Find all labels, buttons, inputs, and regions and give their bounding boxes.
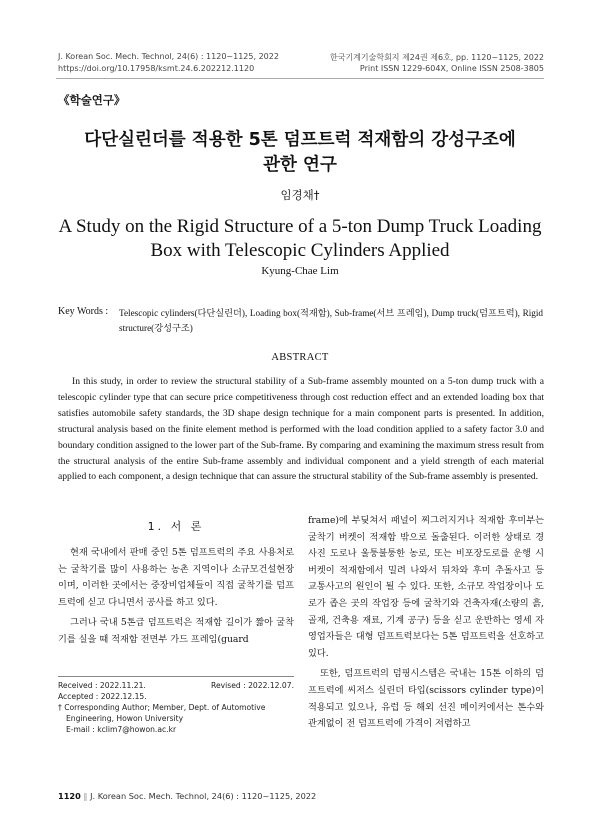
issn-info: Print ISSN 1229-604X, Online ISSN 2508-3805 xyxy=(359,64,544,73)
paragraph: 그러나 국내 5톤급 덤프트럭은 적재함 길이가 짧아 굴착기를 실을 때 적재함 전면부 가드 프레임(guard xyxy=(58,617,294,645)
received-date: Received : 2022.11.21. xyxy=(58,681,146,690)
article-category: 《학술연구》 xyxy=(58,93,126,107)
author-ko: 임경채† xyxy=(280,188,320,202)
keywords-text: Telescopic cylinders(다단실린더), Loading box(적재함), Sub-frame(서브 프레임), Dump truck(덤프트럭), Rigid structure(강성구조) xyxy=(119,308,543,333)
paragraph: 현재 국내에서 판매 중인 5톤 덤프트럭의 주요 사용처로는 굴착기를 많이 사용하는 농촌 지역이나 소규모건설현장이며, 이러한 곳에서는 중장비업체들이 직접 굴착기를 덤프트럭에 싣고 다니면서 공사를 하고 있다. xyxy=(58,547,294,608)
page-number: 1120 xyxy=(58,791,81,801)
corresponding-author: † Corresponding Author; Member, Dept. of Automotive xyxy=(58,703,266,712)
abstract-heading: ABSTRACT xyxy=(271,352,329,363)
right-column-body xyxy=(308,513,544,737)
left-column-body xyxy=(58,545,294,653)
title-en-line1: A Study on the Rigid Structure of a 5-ton Dump Truck Loading xyxy=(58,216,542,237)
corresponding-affiliation: Engineering, Howon University xyxy=(66,714,184,723)
author-en: Kyung-Chae Lim xyxy=(261,265,339,277)
title-en-line2: Box with Telescopic Cylinders Applied xyxy=(150,240,450,261)
footnote xyxy=(58,680,294,735)
footer-separator: ‖ xyxy=(83,791,91,801)
title-ko-line2: 관한 연구 xyxy=(263,155,337,175)
revised-date: Revised : 2022.12.07. xyxy=(211,681,294,690)
abstract-text: In this study, in order to review the structural stability of a Sub-frame assembly mounted on a 5-ton dump truck with a telescopic cylinder type that can secure price competitiveness through cost reduction effect and an extended loading box that satisfies automobile safety standards, the 3D shape design technique for a main component parts is presented. In addition, structural analysis based on the finite element method is performed with the load condition applied to a safety factor 3.0 and boundary condition assigned to the lower part of the Sub-frame. By comparing and examining the maximum stress result from the structural analysis of the entire Sub-frame assembly and individual component and a yield strength of each material applied to each component, a design technique that can assure the structural stability of the Sub-frame assembly is presented. xyxy=(58,376,544,483)
header-rule xyxy=(56,78,544,79)
title-ko-line1: 다단실린더를 적용한 5톤 덤프트럭 적재함의 강성구조에 xyxy=(84,130,516,150)
paragraph: frame)에 부딪쳐서 패널이 찌그러지거나 적재함 후미부는 굴착기 버켓이 적재함 밖으로 돌출된다. 이러한 상태로 경사진 도로나 울퉁불퉁한 농로, 또는 비포장도로를 운행 시 버켓이 적재함에서 밀려 나와서 뒤차와 후미 추돌사고 등 교통사고의 원인이 될 수 있다. 또한, 소규모 작업장이나 도로가 좁은 곳의 작업장 등에 굴착기와 건축자재(소량의 흙, 골재, 건축용 재료, 기계 공구) 등을 싣고 운반하는 영세 자영업자들은 대형 덤프트럭보다는 5톤 덤프트럭을 선호하고 있다. xyxy=(308,515,544,659)
footer-citation: J. Korean Soc. Mech. Technol, 24(6) : 1120~1125, 2022 xyxy=(90,791,317,801)
keywords-label: Key Words : xyxy=(58,306,109,317)
paragraph: 또한, 덤프트럭의 덤핑시스템은 국내는 15톤 이하의 덤프트럭에 씨저스 실린더 타입(scissors cylinder type)이 적용되고 있으나, 유럽 등 해외 선진 메이커에서는 톤수와 관계없이 전 덤프트럭에 가격이 저렴하고 xyxy=(308,668,544,730)
footnote-rule xyxy=(58,676,294,677)
journal-citation-ko: 한국기계기술학회지 제24권 제6호, pp. 1120~1125, 2022 xyxy=(329,53,544,62)
author-email[interactable]: E-mail : kclim7@howon.ac.kr xyxy=(66,725,177,734)
doi-link[interactable]: https://doi.org/10.17958/ksmt.24.6.202212.1120 xyxy=(58,64,255,73)
page-footer xyxy=(58,791,316,801)
journal-citation: J. Korean Soc. Mech. Technol, 24(6) : 1120~1125, 2022 xyxy=(58,52,279,61)
section-heading-introduction: 1. 서 론 xyxy=(147,520,205,533)
accepted-date: Accepted : 2022.12.15. xyxy=(58,692,147,701)
